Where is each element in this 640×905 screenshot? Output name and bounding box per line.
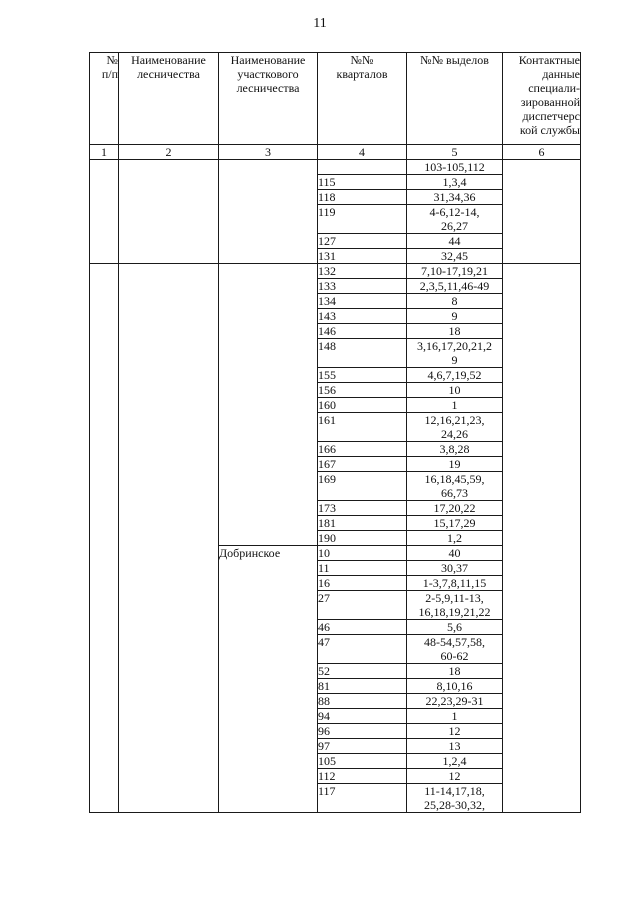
column-numbers-row bbox=[90, 145, 581, 160]
cell-quarter: 132 bbox=[318, 264, 407, 279]
cell-quarter: 133 bbox=[318, 279, 407, 294]
cell-quarter: 161 bbox=[318, 413, 407, 442]
header-col-6 bbox=[503, 53, 581, 145]
cell-quarter: 146 bbox=[318, 324, 407, 339]
cell-quarter: 119 bbox=[318, 205, 407, 234]
column-number: 2 bbox=[119, 145, 219, 160]
cell-quarter: 46 bbox=[318, 620, 407, 635]
header-row bbox=[90, 53, 581, 145]
cell-quarter: 112 bbox=[318, 769, 407, 784]
header-text: Контактные bbox=[518, 53, 580, 67]
header-col-3 bbox=[219, 53, 318, 145]
cell-quarter: 94 bbox=[318, 709, 407, 724]
cell-sections: 1 bbox=[407, 398, 503, 413]
cell-quarter: 169 bbox=[318, 472, 407, 501]
cell-sections: 22,23,29-31 bbox=[407, 694, 503, 709]
cell-subforestry bbox=[219, 160, 318, 264]
cell-quarter: 117 bbox=[318, 784, 407, 813]
column-number: 6 bbox=[503, 145, 581, 160]
table-row bbox=[90, 160, 581, 175]
header-col-4 bbox=[318, 53, 407, 145]
header-text: данные bbox=[542, 67, 580, 81]
cell-subforestry bbox=[219, 264, 318, 546]
cell-sections: 10 bbox=[407, 383, 503, 398]
cell-sections: 8 bbox=[407, 294, 503, 309]
table-row bbox=[90, 264, 581, 279]
cell-quarter bbox=[318, 160, 407, 175]
header-text: № bbox=[106, 53, 118, 67]
cell-quarter: 131 bbox=[318, 249, 407, 264]
cell-sections: 1-3,7,8,11,15 bbox=[407, 576, 503, 591]
cell-quarter: 88 bbox=[318, 694, 407, 709]
cell-sections: 18 bbox=[407, 664, 503, 679]
cell-quarter: 47 bbox=[318, 635, 407, 664]
cell-sections: 31,34,36 bbox=[407, 190, 503, 205]
header-col-2 bbox=[119, 53, 219, 145]
cell-sections: 3,8,28 bbox=[407, 442, 503, 457]
cell-quarter: 115 bbox=[318, 175, 407, 190]
cell-sections: 19 bbox=[407, 457, 503, 472]
cell-sections: 17,20,22 bbox=[407, 501, 503, 516]
cell-contacts bbox=[503, 264, 581, 813]
cell-sections: 12,16,21,23, 24,26 bbox=[407, 413, 503, 442]
cell-forestry bbox=[119, 160, 219, 264]
cell-quarter: 52 bbox=[318, 664, 407, 679]
header-text: участкового bbox=[237, 67, 299, 81]
cell-sections: 5,6 bbox=[407, 620, 503, 635]
cell-quarter: 16 bbox=[318, 576, 407, 591]
cell-sections: 12 bbox=[407, 769, 503, 784]
cell-sections: 103-105,112 bbox=[407, 160, 503, 175]
cell-sections: 1 bbox=[407, 709, 503, 724]
cell-quarter: 10 bbox=[318, 546, 407, 561]
cell-quarter: 173 bbox=[318, 501, 407, 516]
header-text: п/п bbox=[101, 67, 118, 81]
cell-sections: 40 bbox=[407, 546, 503, 561]
cell-sections: 1,3,4 bbox=[407, 175, 503, 190]
cell-quarter: 105 bbox=[318, 754, 407, 769]
cell-sections: 2,3,5,11,46-49 bbox=[407, 279, 503, 294]
header-col-5 bbox=[407, 53, 503, 145]
cell-forestry bbox=[119, 264, 219, 813]
cell-sections: 16,18,45,59, 66,73 bbox=[407, 472, 503, 501]
table-body bbox=[90, 160, 581, 813]
header-text: №№ выделов bbox=[420, 53, 489, 67]
header-text: лесничества bbox=[236, 81, 300, 95]
cell-quarter: 160 bbox=[318, 398, 407, 413]
page-number: 11 bbox=[313, 16, 327, 31]
cell-contacts bbox=[503, 160, 581, 264]
cell-quarter: 156 bbox=[318, 383, 407, 398]
cell-sections: 18 bbox=[407, 324, 503, 339]
cell-quarter: 134 bbox=[318, 294, 407, 309]
header-text: зированной bbox=[520, 95, 580, 109]
cell-sections: 13 bbox=[407, 739, 503, 754]
cell-sections: 4,6,7,19,52 bbox=[407, 368, 503, 383]
cell-sections: 1,2 bbox=[407, 531, 503, 546]
cell-quarter: 190 bbox=[318, 531, 407, 546]
cell-quarter: 97 bbox=[318, 739, 407, 754]
cell-sections: 7,10-17,19,21 bbox=[407, 264, 503, 279]
cell-sections: 32,45 bbox=[407, 249, 503, 264]
cell-quarter: 118 bbox=[318, 190, 407, 205]
cell-quarter: 148 bbox=[318, 339, 407, 368]
header-text: специали- bbox=[528, 81, 580, 95]
cell-number bbox=[90, 160, 119, 264]
header-text: кой службы bbox=[519, 123, 580, 137]
cell-quarter: 143 bbox=[318, 309, 407, 324]
cell-subforestry: Добринское bbox=[219, 546, 318, 813]
cell-quarter: 167 bbox=[318, 457, 407, 472]
cell-sections: 2-5,9,11-13, 16,18,19,21,22 bbox=[407, 591, 503, 620]
cell-sections: 15,17,29 bbox=[407, 516, 503, 531]
column-number: 5 bbox=[407, 145, 503, 160]
cell-quarter: 96 bbox=[318, 724, 407, 739]
cell-sections: 3,16,17,20,21,2 9 bbox=[407, 339, 503, 368]
header-text: диспетчерс bbox=[522, 109, 580, 123]
column-number: 3 bbox=[219, 145, 318, 160]
cell-quarter: 11 bbox=[318, 561, 407, 576]
header-text: Наименование bbox=[131, 53, 206, 67]
cell-sections: 11-14,17,18, 25,28-30,32, bbox=[407, 784, 503, 813]
header-text: кварталов bbox=[336, 67, 388, 81]
cell-quarter: 155 bbox=[318, 368, 407, 383]
forestry-table bbox=[89, 52, 581, 813]
cell-sections: 1,2,4 bbox=[407, 754, 503, 769]
header-text: №№ bbox=[350, 53, 374, 67]
cell-quarter: 181 bbox=[318, 516, 407, 531]
column-number: 1 bbox=[90, 145, 119, 160]
cell-sections: 12 bbox=[407, 724, 503, 739]
cell-quarter: 166 bbox=[318, 442, 407, 457]
cell-sections: 30,37 bbox=[407, 561, 503, 576]
cell-sections: 44 bbox=[407, 234, 503, 249]
header-col-1 bbox=[90, 53, 119, 145]
cell-number bbox=[90, 264, 119, 813]
cell-sections: 48-54,57,58, 60-62 bbox=[407, 635, 503, 664]
cell-quarter: 81 bbox=[318, 679, 407, 694]
cell-sections: 4-6,12-14, 26,27 bbox=[407, 205, 503, 234]
column-number: 4 bbox=[318, 145, 407, 160]
cell-quarter: 27 bbox=[318, 591, 407, 620]
cell-sections: 9 bbox=[407, 309, 503, 324]
header-text: Наименование bbox=[230, 53, 306, 67]
header-text: лесничества bbox=[137, 67, 200, 81]
cell-quarter: 127 bbox=[318, 234, 407, 249]
cell-sections: 8,10,16 bbox=[407, 679, 503, 694]
